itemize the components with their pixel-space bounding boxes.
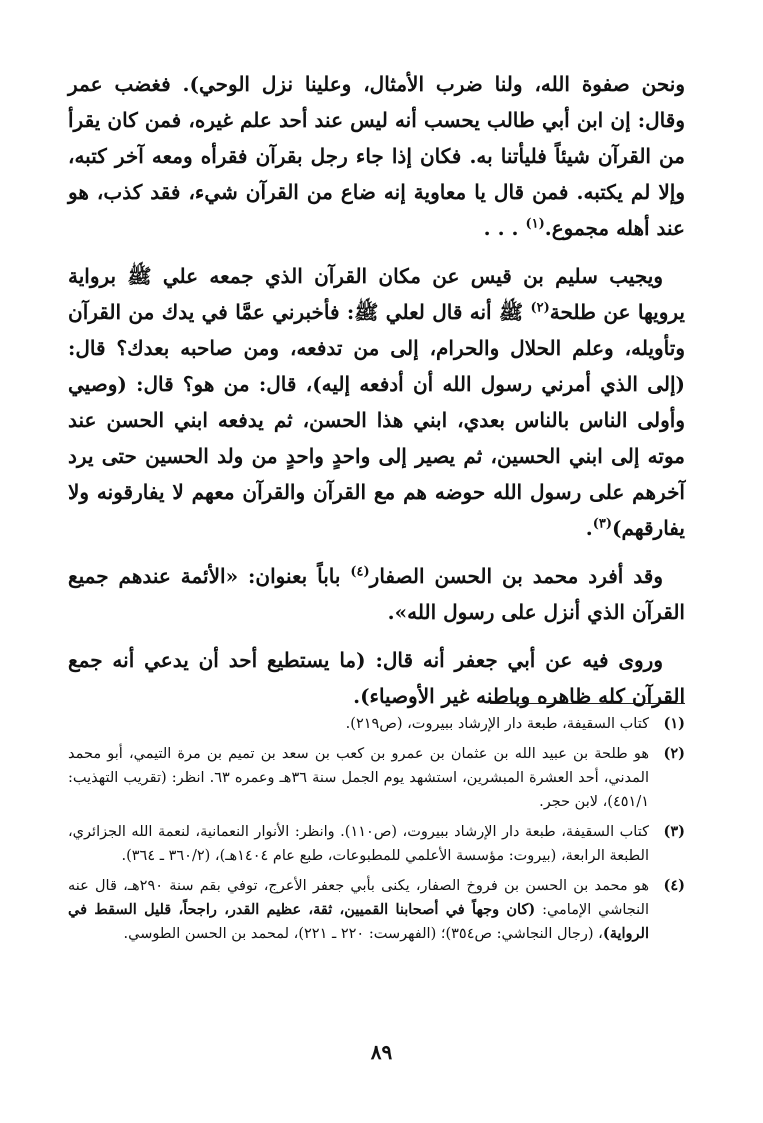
- footnote-text-part: هو محمد بن الحسن بن فروخ الصفار، يكنى بأبي جعفر الأعرج، توفي بقم سنة ٢٩٠هـ، قال عنه النجاشي الإمامي:: [68, 878, 649, 918]
- main-text: [68, 66, 685, 726]
- page-number: ٨٩: [370, 1040, 393, 1064]
- footnote-separator: [490, 703, 685, 704]
- footnote-ref-3[interactable]: (٣): [592, 516, 612, 532]
- footnote-2: [68, 742, 685, 814]
- footnote-text: كتاب السقيفة، طبعة دار الإرشاد ببيروت، (ص٢١٩).: [345, 716, 649, 732]
- footnotes: [68, 712, 685, 952]
- paragraph-2-end: .: [585, 516, 593, 540]
- footnote-4: [68, 874, 685, 946]
- footnote-text: هو طلحة بن عبيد الله بن عثمان بن عمرو بن كعب بن سعد بن تميم بن مرة التيمي، أبو محمد المدني، أحد العشرة المبشرين، استشهد يوم الجمل سنة ٣٦هـ وعمره ٦٣. انظر: (تقريب التهذيب: ٤٥١/١)، لابن حجر.: [68, 746, 649, 810]
- footnote-1: [68, 712, 685, 736]
- paragraph-1-tail: . . .: [483, 216, 526, 240]
- footnote-text: كتاب السقيفة، طبعة دار الإرشاد ببيروت، (ص١١٠). وانظر: الأنوار النعمانية، لنعمة الله الجزائري، الطبعة الرابعة، (بيروت: مؤسسة الأعلمي للمطبوعات، طبع عام ١٤٠٤هـ)، (٣٦٠/٢ ـ ٣٦٤).: [68, 824, 649, 864]
- paragraph-3-text: وقد أفرد محمد بن الحسن الصفار: [369, 564, 663, 588]
- footnote-ref-4[interactable]: (٤): [350, 564, 370, 580]
- footnote-number: (٣): [663, 823, 685, 840]
- paragraph-3-tail: باباً بعنوان: «الأئمة عندهم جميع القرآن الذي أنزل على رسول الله».: [68, 564, 685, 624]
- footnote-ref-2[interactable]: (٢): [530, 300, 550, 316]
- paragraph-2-text: ويجيب سليم بن قيس عن مكان القرآن الذي جمعه علي ﷺ برواية يرويها عن طلحة: [68, 264, 685, 324]
- paragraph-2-tail: ﷺ أنه قال لعلي ﷺ: فأخبرني عمَّا في يدك من القرآن وتأويله، وعلم الحلال والحرام، إلى من تدفعه، ومن صاحبه بعدك؟ قال: (إلى الذي أمرني رسول الله أن أدفعه إليه)، قال: من هو؟ قال: (وصيي وأولى الناس بالناس بعدي، ابني هذا الحسن، ثم يدفعه ابني الحسن عند موته إلى ابني الحسين، ثم يصير إلى واحدٍ واحدٍ من ولد الحسين حتى يرد آخرهم على رسول الله حوضه هم مع القرآن والقرآن معهم لا يفارقونه ولا يفارقهم): [68, 300, 685, 540]
- paragraph-4-text: وروى فيه عن أبي جعفر أنه قال: (ما يستطيع أحد أن يدعي أنه جمع القرآن كله ظاهره وباطنه غير الأوصياء).: [68, 648, 685, 708]
- footnote-text: [68, 874, 649, 946]
- footnote-number: (٤): [663, 877, 685, 894]
- paragraph-2: [68, 258, 685, 546]
- footnote-ref-1[interactable]: (١): [525, 216, 545, 232]
- footnote-3: [68, 820, 685, 868]
- paragraph-3: [68, 558, 685, 630]
- paragraph-1: [68, 66, 685, 246]
- footnote-number: (١): [663, 715, 685, 732]
- footnote-quote-bold: (كان وجهاً في أصحابنا القميين، ثقة، عظيم القدر، راجحاً، قليل السقط في الرواية): [68, 901, 649, 942]
- footnote-number: (٢): [663, 745, 685, 762]
- paragraph-1-text: ونحن صفوة الله، ولنا ضرب الأمثال، وعلينا نزل الوحي). فغضب عمر وقال: إن ابن أبي طالب يحسب أنه ليس عند أحد علم غيره، فمن كان يقرأ من القرآن شيئاً فليأتنا به. فكان إذا جاء رجل بقرآن فقرأه ومعه آخر كتبه، وإلا لم يكتبه. فمن قال يا معاوية إنه ضاع من القرآن شيء، فقد كذب، هو عند أهله مجموع.: [68, 72, 685, 240]
- footnote-text-part: ، (رجال النجاشي: ص٣٥٤)؛ (الفهرست: ٢٢٠ ـ ٢٢١)، لمحمد بن الحسن الطوسي.: [123, 926, 603, 942]
